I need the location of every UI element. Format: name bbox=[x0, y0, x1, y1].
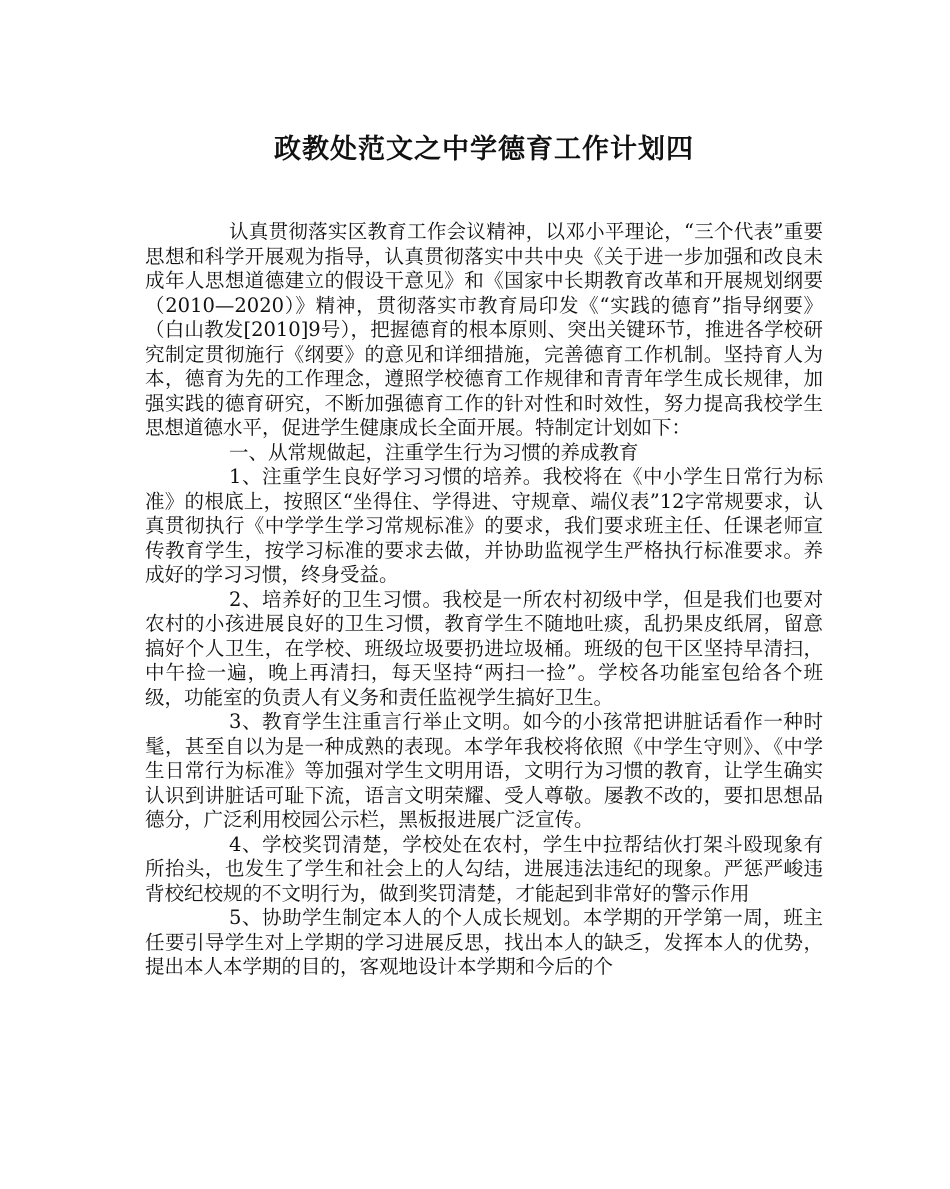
document-title: 政教处范文之中学德育工作计划四 bbox=[274, 134, 694, 165]
paragraph-item-1: 1、注重学生良好学习习惯的培养。我校将在《中小学生日常行为标准》的根底上，按照区“坐得住、学得进、守规章、端仪表”12字常规要求，认真贯彻执行《中学学生学习常规标准》的要求，我们要求班主任、任课老师宣传教育学生，按学习标准的要求去做，并协助监视学生严格执行标准要求。养成好的学习习惯，终身受益。 bbox=[145, 465, 823, 586]
intro-paragraph: 认真贯彻落实区教育工作会议精神，以邓小平理论，“三个代表”重要思想和科学开展观为指导，认真贯彻落实中共中央《关于进一步加强和改良未成年人思想道德建立的假设干意见》和《国家中长期教育改革和开展规划纲要（2010—2020）》精神，贯彻落实市教育局印发《“实践的德育”指导纲要》（白山教发[2010]9号），把握德育的根本原则、突出关键环节，推进各学校研究制定贯彻施行《纲要》的意见和详细措施，完善德育工作机制。坚持育人为本，德育为先的工作理念，遵照学校德育工作规律和青青年学生成长规律，加强实践的德育研究，不断加强德育工作的针对性和时效性，努力提高我校学生思想道德水平，促进学生健康成长全面开展。特制定计划如下： bbox=[145, 220, 823, 439]
paragraph-item-2: 2、培养好的卫生习惯。我校是一所农村初级中学，但是我们也要对农村的小孩进展良好的卫生习惯，教育学生不随地吐痰，乱扔果皮纸屑，留意搞好个人卫生，在学校、班级垃圾要扔进垃圾桶。班级的包干区坚持早清扫，中午捡一遍，晚上再清扫，每天坚持“两扫一捡”。学校各功能室包给各个班级，功能室的负责人有义务和责任监视学生搞好卫生。 bbox=[145, 587, 823, 709]
paragraph-item-4: 4、学校奖罚清楚，学校处在农村，学生中拉帮结伙打架斗殴现象有所抬头，也发生了学生和社会上的人勾结，进展违法违纪的现象。严惩严峻违背校纪校规的不文明行为，做到奖罚清楚，才能起到非常好的警示作用 bbox=[145, 832, 823, 905]
section-heading-1: 一、从常规做起，注重学生行为习惯的养成教育 bbox=[229, 440, 639, 464]
document-page bbox=[145, 130, 823, 980]
paragraph-item-5: 5、协助学生制定本人的个人成长规划。本学期的开学第一周，班主任要引导学生对上学期的学习进展反思，找出本人的缺乏，发挥本人的优势，提出本人本学期的目的，客观地设计本学期和今后的个 bbox=[145, 906, 823, 978]
paragraph-item-3: 3、教育学生注重言行举止文明。如今的小孩常把讲脏话看作一种时髦，甚至自以为是一种成熟的表现。本学年我校将依照《中学生守则》、《中学生日常行为标准》等加强对学生文明用语，文明行为习惯的教育，让学生确实认识到讲脏话可耻下流，语言文明荣耀、受人尊敬。屡教不改的，要扣思想品德分，广泛利用校园公示栏，黑板报进展广泛宣传。 bbox=[145, 710, 823, 831]
